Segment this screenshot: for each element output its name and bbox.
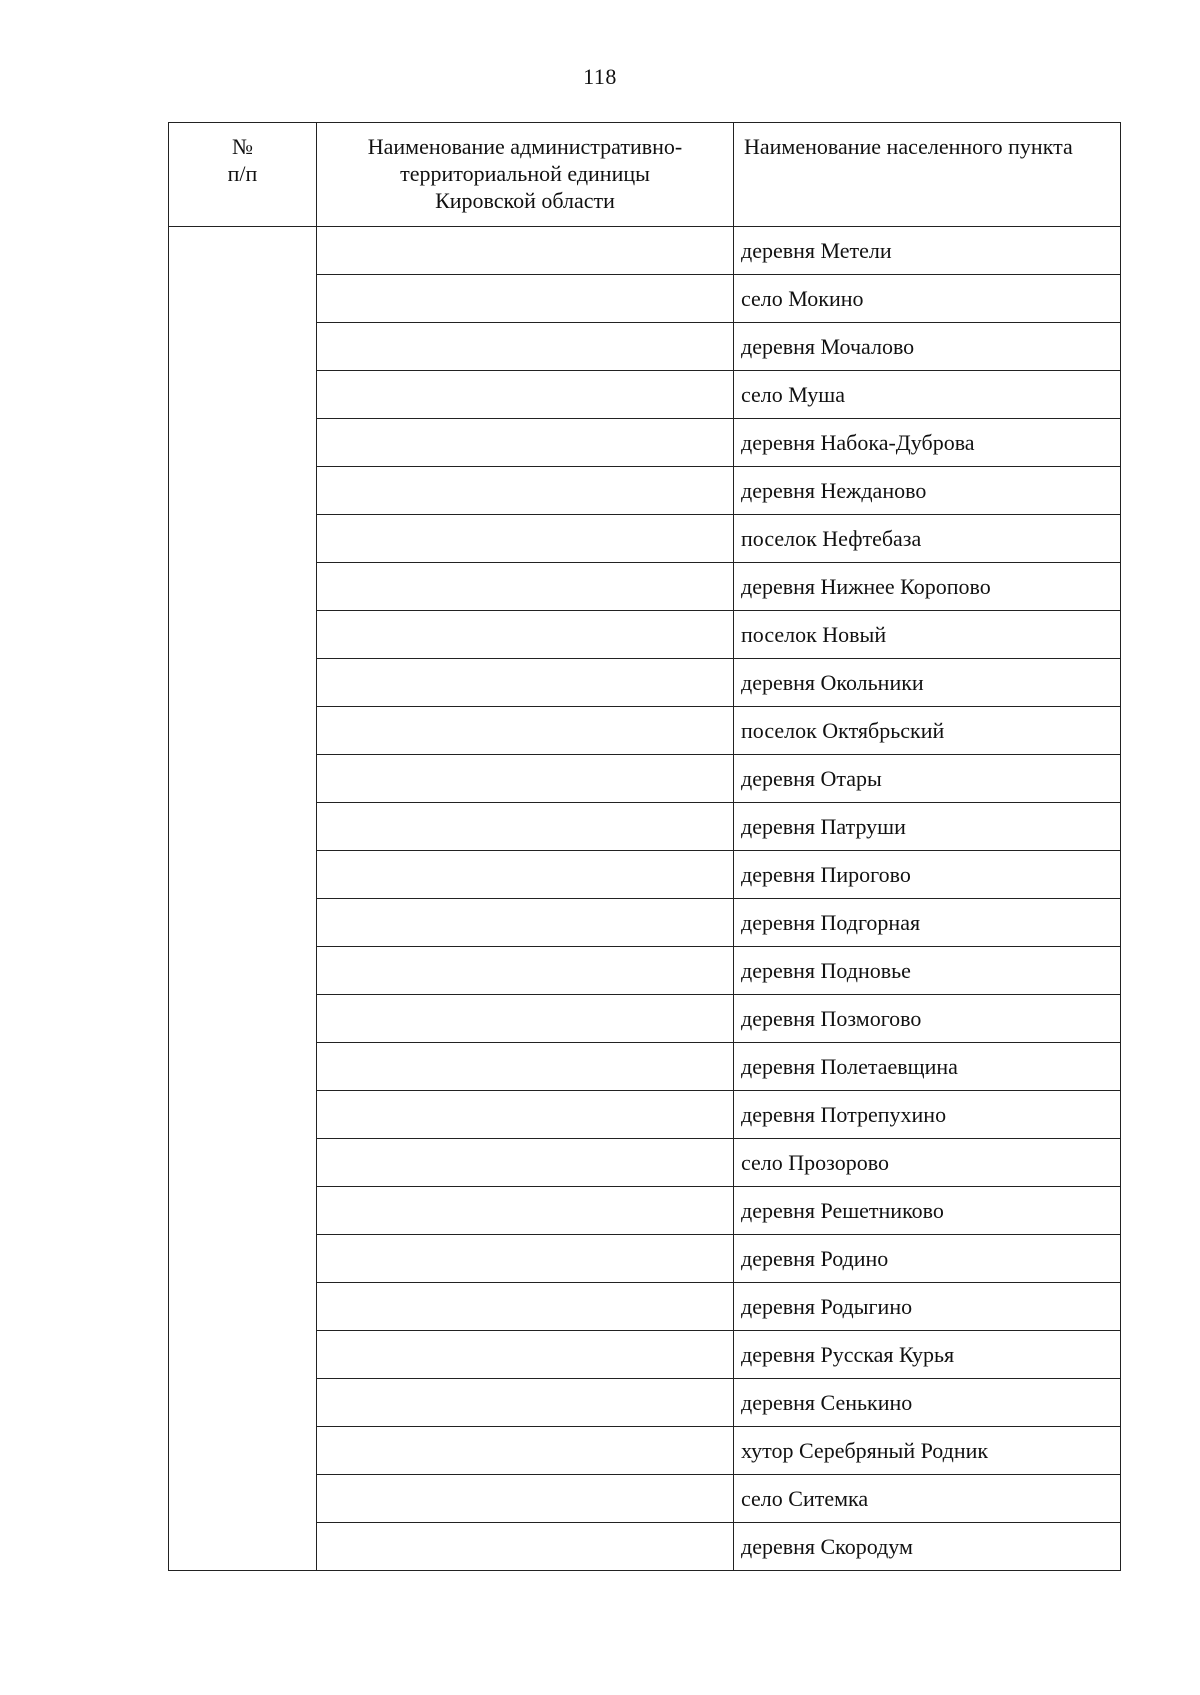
admin-unit-cell bbox=[317, 1475, 734, 1523]
admin-unit-cell bbox=[317, 419, 734, 467]
settlements-table bbox=[168, 122, 1121, 1571]
settlement-name-cell: поселок Новый bbox=[734, 611, 1121, 659]
settlement-name-cell: деревня Позмогово bbox=[734, 995, 1121, 1043]
admin-unit-cell bbox=[317, 563, 734, 611]
header-admin-line-3: Кировской области bbox=[435, 188, 615, 213]
settlement-name-cell: деревня Нежданово bbox=[734, 467, 1121, 515]
settlement-name-cell: деревня Родино bbox=[734, 1235, 1121, 1283]
admin-unit-cell bbox=[317, 1379, 734, 1427]
header-admin-unit bbox=[317, 123, 734, 227]
admin-unit-cell bbox=[317, 1139, 734, 1187]
admin-unit-cell bbox=[317, 371, 734, 419]
settlement-name-cell: деревня Сенькино bbox=[734, 1379, 1121, 1427]
header-number-abbrev: п/п bbox=[227, 161, 258, 186]
settlement-name-cell: деревня Скородум bbox=[734, 1523, 1121, 1571]
header-number-symbol: № bbox=[232, 134, 253, 159]
admin-unit-cell bbox=[317, 947, 734, 995]
settlement-name-cell: деревня Русская Курья bbox=[734, 1331, 1121, 1379]
settlement-name-cell: поселок Октябрьский bbox=[734, 707, 1121, 755]
admin-unit-cell bbox=[317, 1091, 734, 1139]
admin-unit-cell bbox=[317, 1523, 734, 1571]
header-admin-line-2: территориальной единицы bbox=[400, 161, 650, 186]
admin-unit-cell bbox=[317, 995, 734, 1043]
admin-unit-cell bbox=[317, 611, 734, 659]
settlement-name-cell: деревня Подновье bbox=[734, 947, 1121, 995]
settlement-name-cell: деревня Окольники bbox=[734, 659, 1121, 707]
settlement-name-cell: село Прозорово bbox=[734, 1139, 1121, 1187]
admin-unit-cell bbox=[317, 1427, 734, 1475]
table-row bbox=[169, 227, 1121, 275]
table-body bbox=[169, 227, 1121, 1571]
settlement-name-cell: деревня Решетниково bbox=[734, 1187, 1121, 1235]
admin-unit-cell bbox=[317, 323, 734, 371]
admin-unit-cell bbox=[317, 275, 734, 323]
settlement-name-cell: село Муша bbox=[734, 371, 1121, 419]
page-number: 118 bbox=[583, 64, 617, 89]
admin-unit-cell bbox=[317, 851, 734, 899]
settlement-name-cell: деревня Потрепухино bbox=[734, 1091, 1121, 1139]
settlement-name-cell: деревня Набока-Дуброва bbox=[734, 419, 1121, 467]
table-header bbox=[169, 123, 1121, 227]
settlement-name-cell: деревня Отары bbox=[734, 755, 1121, 803]
admin-unit-cell bbox=[317, 1331, 734, 1379]
admin-unit-cell bbox=[317, 227, 734, 275]
number-cell-merged bbox=[169, 227, 317, 1571]
header-row bbox=[169, 123, 1121, 227]
admin-unit-cell bbox=[317, 1043, 734, 1091]
settlement-name-cell: деревня Родыгино bbox=[734, 1283, 1121, 1331]
admin-unit-cell bbox=[317, 659, 734, 707]
settlement-name-cell: село Мокино bbox=[734, 275, 1121, 323]
header-number bbox=[169, 123, 317, 227]
admin-unit-cell bbox=[317, 1283, 734, 1331]
settlement-name-cell: деревня Пирогово bbox=[734, 851, 1121, 899]
admin-unit-cell bbox=[317, 803, 734, 851]
admin-unit-cell bbox=[317, 755, 734, 803]
admin-unit-cell bbox=[317, 899, 734, 947]
admin-unit-cell bbox=[317, 467, 734, 515]
settlement-name-cell: деревня Патруши bbox=[734, 803, 1121, 851]
admin-unit-cell bbox=[317, 515, 734, 563]
settlement-name-cell: деревня Нижнее Коропово bbox=[734, 563, 1121, 611]
admin-unit-cell bbox=[317, 1235, 734, 1283]
admin-unit-cell bbox=[317, 707, 734, 755]
settlement-name-cell: деревня Полетаевщина bbox=[734, 1043, 1121, 1091]
settlement-name-cell: хутор Серебряный Родник bbox=[734, 1427, 1121, 1475]
header-settlement: Наименование населенного пункта bbox=[734, 123, 1121, 227]
admin-unit-cell bbox=[317, 1187, 734, 1235]
settlement-name-cell: село Ситемка bbox=[734, 1475, 1121, 1523]
header-admin-line-1: Наименование административно- bbox=[367, 134, 683, 159]
settlement-name-cell: деревня Мочалово bbox=[734, 323, 1121, 371]
settlement-name-cell: деревня Подгорная bbox=[734, 899, 1121, 947]
settlement-name-cell: деревня Метели bbox=[734, 227, 1121, 275]
settlement-name-cell: поселок Нефтебаза bbox=[734, 515, 1121, 563]
